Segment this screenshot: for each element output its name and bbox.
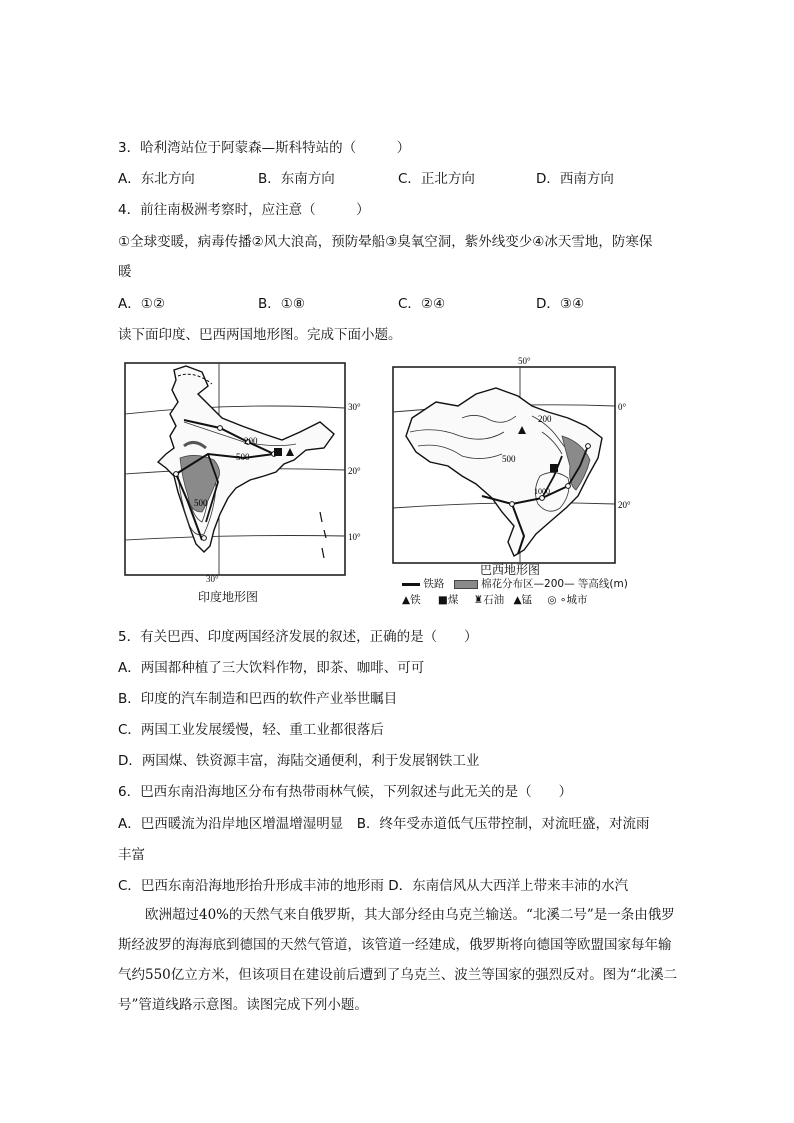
city-icon: ◎ ∘ <box>547 594 567 606</box>
legend-railway: 铁路 <box>423 578 445 590</box>
q3-stem: 3．哈利湾站位于阿蒙森—斯科特站的（ ） <box>118 140 411 156</box>
india-lat-30: 30° <box>348 402 361 412</box>
brazil-lat-0: 0° <box>618 402 627 412</box>
oil-icon: ♜ <box>473 594 484 606</box>
india-contour-label-500-north: 500 <box>236 452 250 462</box>
q4-option-b: B．①⑧ <box>258 296 305 312</box>
q5-stem: 5．有关巴西、印度两国经济发展的叙述，正确的是（ ） <box>118 629 478 645</box>
legend-iron: 铁 <box>410 594 421 606</box>
brazil-contour-label-1000: 1000 <box>534 487 550 496</box>
q4-option-a: A．①② <box>118 296 165 312</box>
iron-icon: ▲ <box>402 594 411 606</box>
q6-option-c-d: C．巴西东南沿海地形抬升形成丰沛的地形雨 D．东南信风从大西洋上带来丰沛的水汽 <box>118 878 629 894</box>
legend-oil: 石油 <box>483 594 505 606</box>
legend-manganese: 锰 <box>521 594 533 606</box>
india-contour-label-200: 200 <box>244 436 258 446</box>
railway-legend-icon <box>402 583 420 586</box>
q3-option-a: A．东北方向 <box>118 171 195 187</box>
q4-desc-line1: ①全球变暖，病毒传播②风大浪高，预防晕船③臭氧空洞，紫外线变少④冰天雪地，防寒保 <box>118 234 653 250</box>
legend-row-1: 铁路 棉花分布区—200— 等高线(m) <box>402 576 628 591</box>
q4-stem: 4．前往南极洲考察时，应注意（ ） <box>118 202 370 218</box>
q4-option-d: D．③④ <box>536 296 585 312</box>
legend-city: 城市 <box>566 594 588 606</box>
map-intro: 读下面印度、巴西两国地形图。完成下面小题。 <box>118 327 402 343</box>
q5-option-a: A．两国都种植了三大饮料作物，即茶、咖啡、可可 <box>118 660 425 676</box>
q3-option-b: B．东南方向 <box>258 171 335 187</box>
brazil-map-caption: 巴西地形图 <box>480 563 541 577</box>
passage: 欧洲超过40%的天然气来自俄罗斯，其大部分经由乌克兰输送。“北溪二号”是一条由俄罗斯经波罗的海海底到德国的天然气管道，该管道一经建成，俄罗斯将向德国等欧盟国家每年输气约550亿立方米，但该项目在建设前后遭到了乌克兰、波兰等国家的强烈反对。图为“北溪二号”管道线路示意图。读图完成下列小题。 <box>118 907 678 1013</box>
legend-contour-value: 200 <box>544 578 565 590</box>
india-lon-30: 30° <box>206 574 219 584</box>
q5-option-d: D．两国煤、铁资源丰富，海陆交通便利，利于发展钢铁工业 <box>118 753 480 769</box>
coal-icon: ■ <box>437 594 448 606</box>
brazil-lon-50: 50° <box>518 356 531 366</box>
q3-option-d: D．西南方向 <box>536 171 614 187</box>
india-lat-10: 10° <box>348 532 361 542</box>
india-map-figure <box>124 362 361 577</box>
q4-desc-line2: 暖 <box>118 264 132 280</box>
brazil-map-figure <box>392 366 632 576</box>
legend-row-2 <box>402 592 587 607</box>
legend-contour: 等高线(m) <box>577 578 628 590</box>
brazil-contour-label-500: 500 <box>502 454 516 464</box>
q6-stem: 6．巴西东南沿海地区分布有热带雨林气候，下列叙述与此无关的是（ ） <box>118 784 573 800</box>
india-map-caption: 印度地形图 <box>198 590 259 604</box>
q6-option-b-cont: 丰富 <box>118 847 145 863</box>
q6-option-a-b: A．巴西暖流为沿岸地区增温增湿明显 B．终年受赤道低气压带控制，对流旺盛，对流雨 <box>118 816 650 832</box>
legend-cotton: 棉花分布区 <box>481 578 534 590</box>
india-lat-20: 20° <box>348 466 361 476</box>
q3-option-c: C．正北方向 <box>398 171 475 187</box>
q4-option-c: C．②④ <box>398 296 446 312</box>
q5-option-c: C．两国工业发展缓慢，轻、重工业都很落后 <box>118 722 384 738</box>
q5-option-b: B．印度的汽车制造和巴西的软件产业举世瞩目 <box>118 691 398 707</box>
brazil-contour-label-200: 200 <box>538 414 552 424</box>
legend-coal: 煤 <box>447 594 459 606</box>
brazil-lat-20: 20° <box>618 500 631 510</box>
cotton-legend-icon <box>454 580 478 589</box>
india-contour-label-500-south: 500 <box>194 498 208 508</box>
india-map <box>124 362 361 604</box>
manganese-icon: ▲ <box>513 594 522 606</box>
